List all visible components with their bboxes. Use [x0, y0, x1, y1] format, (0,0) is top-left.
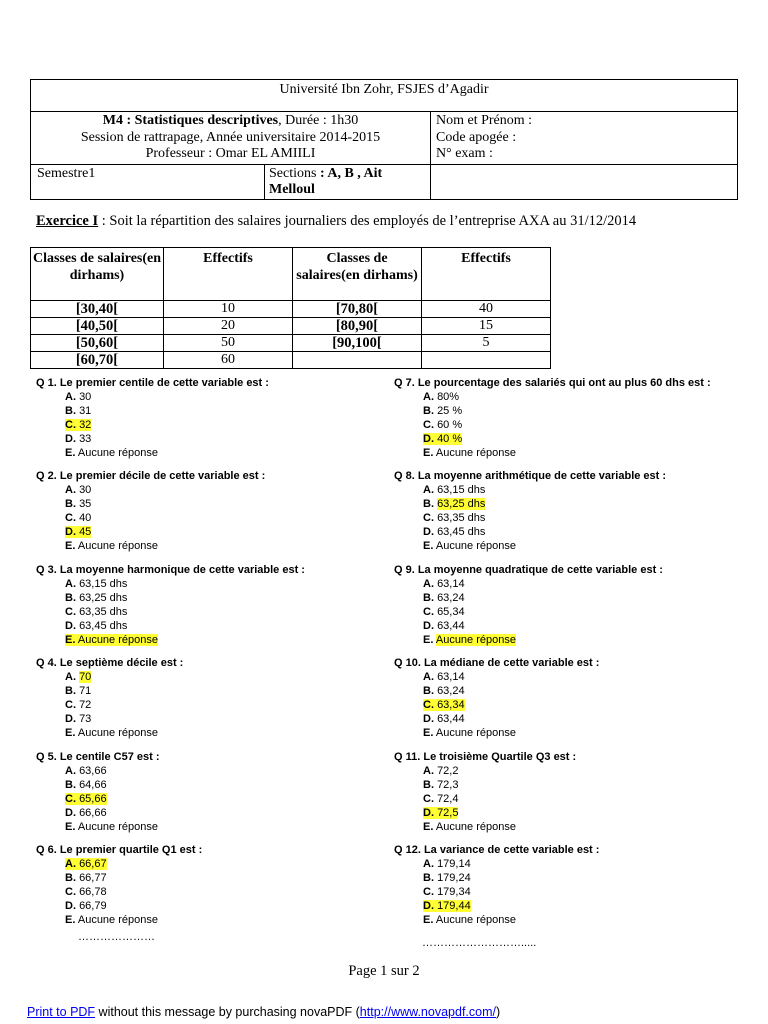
option-text: Aucune réponse: [77, 447, 158, 459]
sections-label: Sections: [269, 166, 317, 181]
option-text: 30: [79, 484, 92, 496]
option-letter: E.: [65, 727, 76, 739]
answer-option: [394, 792, 576, 806]
correct-answer-highlight: [65, 526, 91, 538]
correct-option-text: 63,25 dhs: [437, 498, 486, 510]
option-letter: C.: [423, 699, 434, 711]
answer-option: [36, 446, 269, 460]
table-cell: 50: [164, 335, 293, 352]
option-text: 63,44: [437, 713, 465, 725]
answer-option: [394, 577, 663, 591]
answer-option: [36, 726, 183, 740]
table-row: [31, 352, 551, 369]
question-title: Q 11. Le troisième Quartile Q3 est :: [394, 751, 577, 763]
table-header: Classes de salaires(en dirhams): [293, 248, 422, 301]
option-text: 63,45 dhs: [79, 620, 128, 632]
answer-option: [394, 899, 599, 913]
answer-option: [394, 913, 599, 927]
answer-option: [394, 764, 576, 778]
option-letter: E.: [423, 447, 434, 459]
semester: Semestre1: [31, 165, 265, 199]
answer-option: [36, 712, 183, 726]
correct-option-text: 72,5: [437, 807, 459, 819]
table-cell: [50,60[: [31, 335, 164, 352]
option-text: 63,45 dhs: [437, 526, 486, 538]
session-line: Session de rattrapage, Année universitaire 2014-2015: [80, 129, 381, 145]
question-title: Q 2. Le premier décile de cette variable est :: [36, 470, 266, 482]
option-letter: C.: [65, 419, 76, 431]
exercise-label: Exercice I: [36, 213, 99, 229]
table-cell: [60,70[: [31, 352, 164, 369]
answer-option: [394, 511, 666, 525]
correct-answer-highlight: [65, 793, 107, 805]
option-letter: E.: [423, 540, 434, 552]
correct-answer-highlight: [65, 858, 107, 870]
question-block: [36, 843, 202, 927]
option-letter: D.: [65, 620, 76, 632]
correct-answer-highlight: [65, 419, 91, 431]
table-header: Effectifs: [164, 248, 293, 301]
table-cell: [293, 352, 422, 369]
table-cell: [70,80[: [293, 301, 422, 318]
footer-text: without this message by purchasing novaPDF (: [95, 1005, 360, 1019]
option-text: 72,2: [437, 765, 459, 777]
option-letter: C.: [65, 512, 76, 524]
question-title: Q 8. La moyenne arithmétique de cette variable est :: [394, 470, 667, 482]
option-letter: D.: [65, 526, 76, 538]
option-text: 179,34: [437, 886, 471, 898]
answer-option: [36, 778, 160, 792]
print-to-pdf-link[interactable]: Print to PDF: [27, 1005, 96, 1019]
correct-answer-highlight: [423, 807, 458, 819]
option-text: 63,35 dhs: [437, 512, 486, 524]
option-letter: A.: [423, 765, 434, 777]
answer-option: [36, 577, 305, 591]
module-line: [31, 113, 430, 130]
answer-option: [36, 591, 305, 605]
answer-option: [394, 404, 711, 418]
table-header: Classes de salaires(en dirhams): [31, 248, 164, 301]
option-text: 33: [79, 433, 92, 445]
option-letter: B.: [65, 592, 76, 604]
option-text: 66,78: [79, 886, 107, 898]
option-letter: C.: [65, 606, 76, 618]
answer-option: [36, 390, 269, 404]
page-number: Page 1 sur 2: [348, 963, 420, 979]
option-letter: B.: [423, 872, 434, 884]
answer-option: [394, 497, 666, 511]
option-text: 31: [79, 405, 92, 417]
option-text: 63,66: [79, 765, 107, 777]
option-letter: A.: [65, 858, 76, 870]
question-block: [394, 563, 663, 647]
exam-header: [30, 79, 738, 200]
option-letter: A.: [65, 765, 76, 777]
option-letter: D.: [423, 807, 434, 819]
footer-text-end: ): [495, 1005, 501, 1019]
option-letter: D.: [423, 900, 434, 912]
option-letter: E.: [423, 634, 434, 646]
answer-option: [36, 497, 265, 511]
question-block: [36, 563, 305, 647]
question-block: [36, 376, 269, 460]
table-cell: 40: [422, 301, 551, 318]
option-letter: B.: [423, 779, 434, 791]
option-text: 64,66: [79, 779, 107, 791]
dots-right: ……………………….....: [422, 937, 537, 949]
correct-option-text: Aucune réponse: [435, 634, 516, 646]
answer-option: [36, 684, 183, 698]
answer-option: [36, 857, 202, 871]
option-letter: C.: [65, 793, 76, 805]
option-letter: E.: [423, 821, 434, 833]
option-text: 63,24: [437, 685, 465, 697]
option-letter: A.: [65, 578, 76, 590]
option-letter: C.: [65, 699, 76, 711]
option-text: Aucune réponse: [435, 540, 516, 552]
option-text: Aucune réponse: [435, 447, 516, 459]
option-letter: B.: [65, 498, 76, 510]
answer-option: [394, 712, 599, 726]
table-row: [31, 335, 551, 352]
answer-option: [36, 525, 265, 539]
answer-option: [36, 404, 269, 418]
question-title: Q 9. La moyenne quadratique de cette variable est :: [394, 564, 663, 576]
option-text: 72: [79, 699, 92, 711]
answer-option: [36, 511, 265, 525]
answer-option: [36, 605, 305, 619]
option-letter: C.: [65, 886, 76, 898]
option-text: 66,66: [79, 807, 107, 819]
correct-option-text: 32: [79, 419, 92, 431]
option-text: 66,79: [79, 900, 107, 912]
option-letter: D.: [65, 807, 76, 819]
dots-left: …………………: [78, 931, 155, 943]
table-header-row: [31, 248, 551, 301]
question-title: Q 7. Le pourcentage des salariés qui ont au plus 60 dhs est :: [394, 377, 711, 389]
answer-option: [394, 525, 666, 539]
table-cell: 15: [422, 318, 551, 335]
answer-option: [36, 633, 305, 647]
answer-option: [394, 633, 663, 647]
exercise-text: : Soit la répartition des salaires journaliers des employés de l’entreprise AXA au 31/12/2014: [98, 213, 637, 229]
option-letter: B.: [65, 405, 76, 417]
option-text: 63,15 dhs: [79, 578, 128, 590]
answer-option: [36, 885, 202, 899]
option-letter: B.: [423, 685, 434, 697]
option-letter: A.: [423, 484, 434, 496]
option-letter: B.: [65, 872, 76, 884]
option-letter: E.: [65, 634, 76, 646]
question-title: Q 4. Le septième décile est :: [36, 657, 184, 669]
novapdf-footer: [27, 1005, 500, 1019]
option-letter: B.: [65, 685, 76, 697]
answer-option: [394, 619, 663, 633]
answer-option: [394, 820, 576, 834]
correct-option-text: 65,66: [79, 793, 107, 805]
option-letter: A.: [65, 391, 76, 403]
option-letter: E.: [65, 914, 76, 926]
question-title: Q 12. La variance de cette variable est :: [394, 844, 600, 856]
exam-number-field: N° exam :: [436, 146, 493, 161]
option-text: 66,77: [79, 872, 107, 884]
answer-option: [36, 698, 183, 712]
option-letter: A.: [65, 484, 76, 496]
option-letter: A.: [423, 391, 434, 403]
answer-option: [394, 885, 599, 899]
option-letter: D.: [423, 526, 434, 538]
option-text: Aucune réponse: [77, 727, 158, 739]
answer-option: [36, 619, 305, 633]
option-text: 63,14: [437, 671, 465, 683]
module-title: M4 : Statistiques descriptives: [102, 113, 279, 128]
option-letter: D.: [423, 433, 434, 445]
answer-option: [36, 432, 269, 446]
option-letter: C.: [423, 886, 434, 898]
option-letter: E.: [423, 914, 434, 926]
option-letter: D.: [65, 900, 76, 912]
answer-option: [36, 871, 202, 885]
option-text: Aucune réponse: [435, 727, 516, 739]
answer-option: [394, 591, 663, 605]
option-letter: E.: [65, 447, 76, 459]
answer-option: [394, 806, 576, 820]
option-text: Aucune réponse: [77, 540, 158, 552]
exercise-statement: [36, 213, 636, 230]
answer-option: [394, 390, 711, 404]
option-letter: B.: [423, 498, 434, 510]
option-text: 35: [79, 498, 92, 510]
correct-answer-highlight: [423, 433, 462, 445]
table-cell: 60: [164, 352, 293, 369]
table-cell: [90,100[: [293, 335, 422, 352]
answer-option: [36, 806, 160, 820]
option-text: 72,3: [437, 779, 459, 791]
table-cell: [40,50[: [31, 318, 164, 335]
answer-option: [394, 698, 599, 712]
option-letter: D.: [423, 620, 434, 632]
answer-option: [394, 418, 711, 432]
university-name: Université Ibn Zohr, FSJES d’Agadir: [31, 80, 737, 112]
option-text: Aucune réponse: [77, 821, 158, 833]
correct-option-text: 63,34: [437, 699, 465, 711]
answer-option: [394, 726, 599, 740]
question-title: Q 5. Le centile C57 est :: [36, 751, 160, 763]
option-letter: E.: [65, 540, 76, 552]
option-text: 63,24: [437, 592, 465, 604]
option-letter: E.: [423, 727, 434, 739]
question-title: Q 1. Le premier centile de cette variable est :: [36, 377, 269, 389]
sections: [265, 165, 431, 199]
option-text: 71: [79, 685, 92, 697]
option-letter: A.: [65, 671, 76, 683]
option-letter: B.: [423, 405, 434, 417]
question-block: [394, 843, 599, 927]
answer-option: [394, 432, 711, 446]
table-row: [31, 318, 551, 335]
option-text: 65,34: [437, 606, 465, 618]
student-fields: [431, 112, 737, 164]
module-duration: , Durée : 1h30: [278, 113, 359, 128]
professor-line: Professeur : Omar EL AMIILI: [145, 146, 316, 161]
question-block: [394, 656, 599, 740]
option-letter: A.: [423, 578, 434, 590]
option-letter: D.: [65, 433, 76, 445]
option-letter: C.: [423, 512, 434, 524]
answer-option: [394, 684, 599, 698]
option-text: 179,14: [437, 858, 471, 870]
question-title: Q 10. La médiane de cette variable est :: [394, 657, 600, 669]
novapdf-url-link[interactable]: http://www.novapdf.com/: [359, 1005, 496, 1019]
table-cell: [30,40[: [31, 301, 164, 318]
correct-option-text: Aucune réponse: [77, 634, 158, 646]
question-block: [36, 750, 160, 834]
option-letter: D.: [65, 713, 76, 725]
correct-option-text: 70: [79, 671, 92, 683]
option-letter: C.: [423, 793, 434, 805]
answer-option: [36, 899, 202, 913]
option-letter: C.: [423, 606, 434, 618]
option-text: 72,4: [437, 793, 459, 805]
option-text: Aucune réponse: [435, 821, 516, 833]
answer-option: [36, 792, 160, 806]
answer-option: [36, 764, 160, 778]
correct-option-text: 40 %: [437, 433, 463, 445]
option-letter: E.: [65, 821, 76, 833]
option-text: 179,24: [437, 872, 471, 884]
option-text: 63,35 dhs: [79, 606, 128, 618]
table-cell: 20: [164, 318, 293, 335]
name-field: Nom et Prénom :: [436, 113, 533, 128]
option-text: 63,15 dhs: [437, 484, 486, 496]
answer-option: [394, 483, 666, 497]
answer-option: [394, 670, 599, 684]
option-letter: B.: [65, 779, 76, 791]
correct-answer-highlight: [423, 900, 471, 912]
question-block: [394, 750, 576, 834]
code-field: Code apogée :: [436, 129, 517, 145]
option-letter: C.: [423, 419, 434, 431]
table-cell: 5: [422, 335, 551, 352]
table-cell: [80,90[: [293, 318, 422, 335]
option-text: 80%: [437, 391, 460, 403]
answer-option: [36, 913, 202, 927]
option-text: 63,25 dhs: [79, 592, 128, 604]
correct-answer-highlight: [423, 699, 465, 711]
option-text: Aucune réponse: [435, 914, 516, 926]
salary-table: [30, 247, 551, 369]
sections-value: : A, B , Ait Melloul: [269, 166, 383, 197]
answer-option: [36, 539, 265, 553]
answer-option: [36, 820, 160, 834]
course-info: [31, 112, 431, 164]
option-letter: B.: [423, 592, 434, 604]
table-cell: 10: [164, 301, 293, 318]
question-block: [36, 469, 265, 553]
answer-option: [36, 418, 269, 432]
answer-option: [394, 871, 599, 885]
correct-option-text: 66,67: [79, 858, 107, 870]
answer-option: [36, 670, 183, 684]
question-title: Q 6. Le premier quartile Q1 est :: [36, 844, 203, 856]
correct-answer-highlight: [65, 634, 158, 646]
answer-option: [394, 778, 576, 792]
answer-option: [394, 446, 711, 460]
correct-option-text: 45: [79, 526, 92, 538]
option-text: Aucune réponse: [77, 914, 158, 926]
answer-option: [394, 539, 666, 553]
table-cell: [422, 352, 551, 369]
table-header: Effectifs: [422, 248, 551, 301]
answer-option: [394, 605, 663, 619]
option-letter: D.: [423, 713, 434, 725]
question-block: [394, 376, 711, 460]
answer-option: [36, 483, 265, 497]
question-title: Q 3. La moyenne harmonique de cette variable est :: [36, 564, 305, 576]
question-block: [394, 469, 666, 553]
option-text: 63,44: [437, 620, 465, 632]
answer-option: [394, 857, 599, 871]
option-letter: A.: [423, 858, 434, 870]
option-text: 60 %: [437, 419, 463, 431]
option-text: 25 %: [437, 405, 463, 417]
option-letter: A.: [423, 671, 434, 683]
option-text: 73: [79, 713, 92, 725]
correct-option-text: 179,44: [437, 900, 471, 912]
table-row: [31, 301, 551, 318]
question-block: [36, 656, 183, 740]
option-text: 30: [79, 391, 92, 403]
option-text: 63,14: [437, 578, 465, 590]
option-text: 40: [79, 512, 92, 524]
